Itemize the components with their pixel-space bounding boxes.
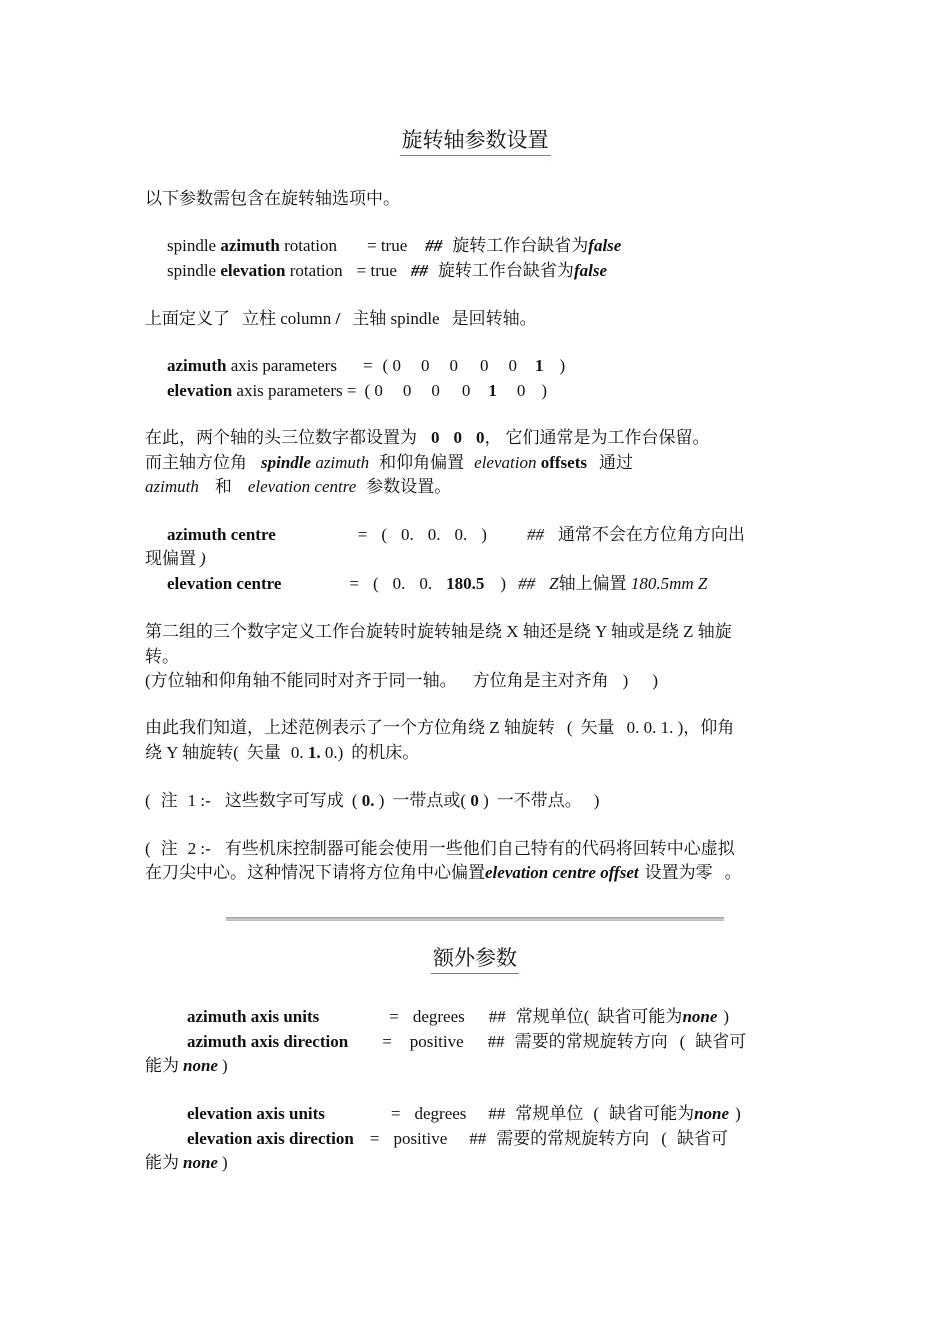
section-title-rotary-axis: 旋转轴参数设置 [0,124,950,154]
defines-line: 上面定义了 立柱 column / 主轴 spindle 是回转轴。 [145,309,537,328]
paragraph-example-l2: 绕 Y 轴旋转( 矢量 0. 1. 0.) 的机床。 [145,743,420,762]
spindle-azimuth-line: spindle azimuth rotation = true ## 旋转工作台缺省为false [167,236,622,255]
paragraph-second-group: 第二组的三个数字定义工作台旋转时旋转轴是绕 X 轴还是绕 Y 轴或是绕 Z 轴旋 [145,622,732,641]
elevation-axis-parameters: elevation axis parameters = ( 0 0 0 0 1 0 ) [167,381,548,400]
section-divider [226,917,724,921]
paragraph-alignment-note: (方位轴和仰角轴不能同时对齐于同一轴。 方位角是主对齐角 ) ) [145,671,659,690]
azimuth-axis-direction: azimuth axis direction = positive ## 需要的常规旋转方向 ( 缺省可 [187,1032,747,1051]
elevation-centre-line: elevation centre = ( 0. 0. 180.5 ) ## Z轴上偏置 180.5mm Z [167,574,708,593]
paragraph-spindle-azimuth: 而主轴方位角 spindle azimuth 和仰角偏置 elevation offsets 通过 [145,453,633,472]
spindle-elevation-line: spindle elevation rotation = true ## 旋转工作台缺省为false [167,261,607,280]
intro-text: 以下参数需包含在旋转轴选项中。 [145,189,400,208]
section-title-extra-params: 额外参数 [0,942,950,972]
azimuth-axis-units: azimuth axis units = degrees ## 常规单位( 缺省可能为none ) [187,1007,730,1026]
note-2-l2: 在刀尖中心。这种情况下请将方位角中心偏置elevation centre offset 设置为零 。 [145,863,742,882]
elevation-axis-direction: elevation axis direction = positive ## 需要的常规旋转方向 ( 缺省可 [187,1129,728,1148]
paragraph-example-l1: 由此我们知道，上述范例表示了一个方位角绕 Z 轴旋转 ( 矢量 0. 0. 1. )，仰角 [145,718,735,737]
note-1: ( 注 1 :- 这些数字可写成 ( 0. ) 一带点或( 0 ) 一不带点。 ) [145,791,600,810]
azimuth-axis-parameters: azimuth axis parameters = ( 0 0 0 0 0 1 ) [167,356,566,375]
paragraph-second-group-cont: 转。 [145,647,179,666]
elevation-axis-direction-cont: 能为 none ) [145,1153,228,1172]
paragraph-first-three-digits: 在此，两个轴的头三位数字都设置为 0 0 0， 它们通常是为工作台保留。 [145,428,710,447]
paragraph-centre-params: azimuth 和 elevation centre 参数设置。 [145,477,452,496]
azimuth-centre-line: azimuth centre = ( 0. 0. 0. ) ## 通常不会在方位角方向出 [167,525,745,544]
azimuth-axis-direction-cont: 能为 none ) [145,1056,228,1075]
elevation-axis-units: elevation axis units = degrees ## 常规单位 ( 缺省可能为none ) [187,1104,741,1123]
azimuth-centre-continuation: 现偏置 ) [145,549,206,568]
note-2-l1: ( 注 2 :- 有些机床控制器可能会使用一些他们自己特有的代码将回转中心虚拟 [145,839,735,858]
